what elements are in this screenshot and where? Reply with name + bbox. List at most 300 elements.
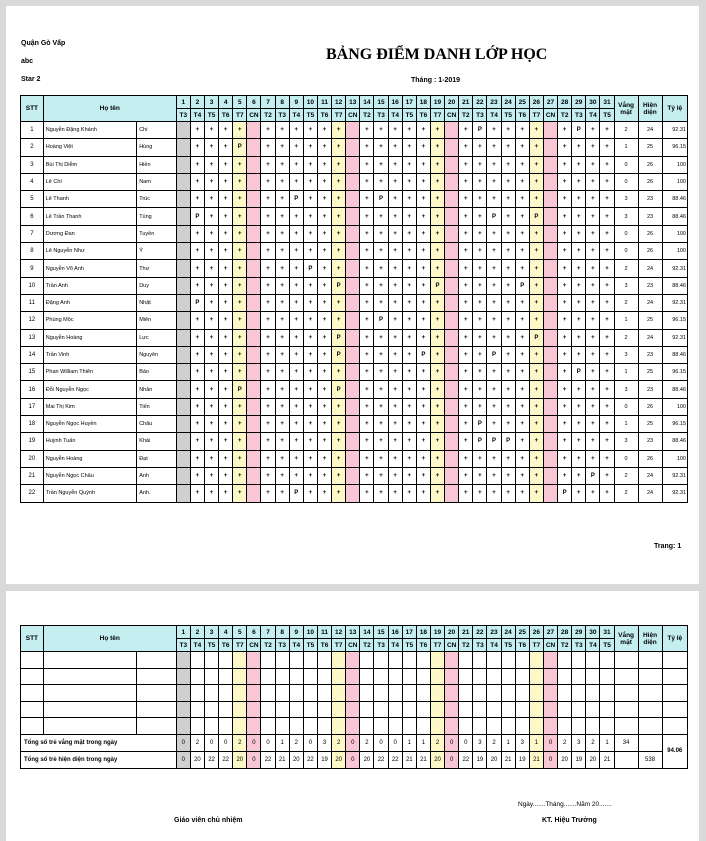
attendance-cell: +	[402, 173, 416, 190]
header-weekday: T4	[487, 109, 501, 122]
student-rate: 100	[662, 398, 687, 415]
attendance-cell: +	[233, 156, 247, 173]
header-day-number: 16	[388, 96, 402, 109]
attendance-cell: +	[317, 398, 331, 415]
class-label: Star 2	[21, 76, 41, 83]
attendance-cell	[303, 718, 317, 735]
attendance-cell: +	[360, 139, 374, 156]
attendance-cell	[219, 685, 233, 702]
attendance-cell: +	[388, 139, 402, 156]
attendance-cell: +	[572, 398, 586, 415]
attendance-cell: +	[374, 485, 388, 502]
attendance-cell: +	[572, 225, 586, 242]
attendance-cell	[204, 685, 218, 702]
daily-total-absent: 1	[529, 734, 543, 751]
attendance-cell: +	[558, 329, 572, 346]
attendance-cell	[388, 668, 402, 685]
attendance-cell: +	[416, 294, 430, 311]
empty-cell	[21, 685, 44, 702]
student-present-count: 24	[638, 485, 662, 502]
attendance-cell: +	[360, 467, 374, 484]
attendance-cell: +	[332, 312, 346, 329]
attendance-cell: +	[529, 433, 543, 450]
attendance-cell: +	[515, 398, 529, 415]
attendance-cell: +	[558, 191, 572, 208]
student-absent-count: 1	[614, 139, 638, 156]
attendance-cell: +	[317, 381, 331, 398]
attendance-cell: +	[600, 156, 614, 173]
header-weekday: T7	[529, 639, 543, 652]
student-name: Lê Chí	[43, 173, 136, 190]
attendance-cell: +	[501, 173, 515, 190]
student-name: Trần Vinh	[43, 346, 136, 363]
attendance-cell: +	[487, 260, 501, 277]
attendance-cell: +	[374, 225, 388, 242]
attendance-cell: +	[402, 243, 416, 260]
attendance-cell: +	[600, 416, 614, 433]
header-weekday: T5	[402, 639, 416, 652]
attendance-cell: +	[233, 191, 247, 208]
header-weekday: T5	[402, 109, 416, 122]
attendance-cell	[176, 364, 190, 381]
attendance-cell: +	[204, 156, 218, 173]
attendance-cell: +	[501, 312, 515, 329]
attendance-cell: +	[317, 191, 331, 208]
empty-cell	[662, 652, 687, 669]
student-name: Dương Đan	[43, 225, 136, 242]
attendance-cell	[487, 652, 501, 669]
empty-cell	[137, 701, 177, 718]
attendance-cell: +	[317, 139, 331, 156]
attendance-cell: +	[233, 277, 247, 294]
header-weekday: CN	[543, 639, 557, 652]
empty-cell	[137, 668, 177, 685]
daily-total-present: 21	[275, 751, 289, 768]
attendance-cell: +	[303, 381, 317, 398]
attendance-cell	[176, 139, 190, 156]
student-rate: 88.46	[662, 191, 687, 208]
attendance-cell: +	[317, 243, 331, 260]
student-present-count: 26	[638, 450, 662, 467]
student-absent-count: 1	[614, 364, 638, 381]
attendance-cell	[247, 122, 261, 139]
empty-row	[21, 685, 688, 702]
attendance-cell: +	[473, 450, 487, 467]
attendance-cell: +	[430, 191, 444, 208]
attendance-cell: +	[473, 467, 487, 484]
attendance-cell: +	[529, 139, 543, 156]
attendance-cell: +	[558, 156, 572, 173]
header-weekday: T7	[233, 109, 247, 122]
attendance-cell: +	[430, 294, 444, 311]
student-row	[21, 294, 688, 311]
header-day-number: 6	[247, 96, 261, 109]
attendance-cell: +	[600, 433, 614, 450]
attendance-cell	[332, 652, 346, 669]
student-absent-count: 1	[614, 416, 638, 433]
attendance-cell	[190, 701, 204, 718]
attendance-cell	[176, 277, 190, 294]
daily-total-absent: 0	[459, 734, 473, 751]
attendance-cell: +	[261, 277, 275, 294]
attendance-cell	[543, 364, 557, 381]
attendance-cell: +	[303, 329, 317, 346]
header-weekday: T5	[204, 109, 218, 122]
attendance-cell	[360, 652, 374, 669]
attendance-cell: +	[600, 208, 614, 225]
header-weekday: T4	[190, 639, 204, 652]
empty-cell	[638, 734, 662, 751]
student-rate: 88.46	[662, 208, 687, 225]
attendance-cell	[529, 718, 543, 735]
student-row	[21, 173, 688, 190]
attendance-cell	[445, 485, 459, 502]
attendance-cell	[176, 208, 190, 225]
student-present-count: 25	[638, 312, 662, 329]
daily-total-present: 22	[388, 751, 402, 768]
attendance-cell	[445, 122, 459, 139]
student-stt: 11	[21, 294, 44, 311]
attendance-cell: +	[459, 139, 473, 156]
attendance-cell: +	[317, 294, 331, 311]
attendance-cell: +	[275, 485, 289, 502]
attendance-cell: +	[261, 312, 275, 329]
attendance-cell	[586, 701, 600, 718]
attendance-cell	[247, 718, 261, 735]
daily-total-present: 20	[487, 751, 501, 768]
student-given-name: Châu	[137, 416, 177, 433]
attendance-cell: +	[360, 208, 374, 225]
attendance-cell: +	[303, 208, 317, 225]
attendance-cell: +	[586, 294, 600, 311]
attendance-cell: +	[332, 398, 346, 415]
attendance-cell	[543, 718, 557, 735]
attendance-cell: +	[261, 416, 275, 433]
attendance-cell: +	[261, 243, 275, 260]
header-weekday: T5	[204, 639, 218, 652]
attendance-cell: +	[416, 122, 430, 139]
attendance-cell: +	[402, 364, 416, 381]
student-row	[21, 416, 688, 433]
attendance-cell: +	[204, 191, 218, 208]
student-present-count: 23	[638, 381, 662, 398]
header-day-number: 5	[233, 96, 247, 109]
empty-cell	[662, 701, 687, 718]
attendance-cell: +	[529, 173, 543, 190]
attendance-cell: +	[402, 346, 416, 363]
totals-absent-row	[21, 734, 688, 751]
attendance-cell: +	[275, 191, 289, 208]
attendance-cell: +	[600, 191, 614, 208]
header-day-number: 14	[360, 96, 374, 109]
attendance-cell	[445, 416, 459, 433]
attendance-cell: +	[473, 208, 487, 225]
attendance-cell: +	[402, 191, 416, 208]
student-stt: 6	[21, 208, 44, 225]
attendance-cell	[317, 668, 331, 685]
student-absent-count: 2	[614, 485, 638, 502]
attendance-cell: +	[233, 225, 247, 242]
attendance-cell	[247, 668, 261, 685]
attendance-cell	[247, 139, 261, 156]
student-present-count: 24	[638, 329, 662, 346]
header-day-number: 27	[543, 96, 557, 109]
attendance-cell: +	[572, 467, 586, 484]
attendance-cell: +	[204, 450, 218, 467]
empty-cell	[614, 668, 638, 685]
attendance-cell	[529, 652, 543, 669]
attendance-cell: +	[600, 277, 614, 294]
attendance-cell: +	[360, 294, 374, 311]
header-day-number: 17	[402, 626, 416, 639]
header-name: Họ tên	[43, 96, 176, 122]
attendance-cell: +	[586, 433, 600, 450]
attendance-cell	[572, 685, 586, 702]
attendance-cell	[346, 398, 360, 415]
attendance-cell: +	[430, 225, 444, 242]
attendance-cell: +	[572, 416, 586, 433]
attendance-cell	[176, 191, 190, 208]
student-given-name: Đạt	[137, 450, 177, 467]
daily-total-absent: 2	[289, 734, 303, 751]
attendance-cell: +	[360, 225, 374, 242]
attendance-cell: +	[303, 277, 317, 294]
attendance-cell: +	[572, 208, 586, 225]
attendance-cell	[219, 652, 233, 669]
header-rate: Tỷ lệ	[662, 96, 687, 122]
attendance-cell	[176, 668, 190, 685]
header-day-number: 18	[416, 626, 430, 639]
attendance-cell: +	[586, 346, 600, 363]
attendance-cell: +	[360, 173, 374, 190]
student-stt: 22	[21, 485, 44, 502]
attendance-cell: +	[558, 208, 572, 225]
daily-total-present: 21	[402, 751, 416, 768]
attendance-cell: P	[501, 433, 515, 450]
header-weekday: T4	[388, 109, 402, 122]
student-name: Huỳnh Tuấn	[43, 433, 136, 450]
attendance-cell: +	[374, 156, 388, 173]
attendance-cell	[600, 652, 614, 669]
header-day-number: 31	[600, 96, 614, 109]
student-rate: 88.46	[662, 277, 687, 294]
attendance-cell: +	[190, 364, 204, 381]
daily-total-absent: 3	[317, 734, 331, 751]
attendance-cell: +	[190, 277, 204, 294]
attendance-cell: +	[261, 433, 275, 450]
attendance-cell: +	[275, 433, 289, 450]
attendance-cell: +	[289, 208, 303, 225]
header-weekday: T4	[190, 109, 204, 122]
daily-total-present: 20	[289, 751, 303, 768]
attendance-cell: +	[459, 467, 473, 484]
attendance-cell: +	[416, 260, 430, 277]
attendance-cell: +	[233, 364, 247, 381]
attendance-cell	[445, 685, 459, 702]
student-rate: 100	[662, 173, 687, 190]
attendance-cell	[543, 485, 557, 502]
header-day-number: 26	[529, 626, 543, 639]
student-name: Mai Thị Kim	[43, 398, 136, 415]
attendance-cell: +	[303, 191, 317, 208]
attendance-cell: +	[515, 208, 529, 225]
attendance-cell: +	[374, 433, 388, 450]
student-stt: 5	[21, 191, 44, 208]
attendance-cell	[473, 668, 487, 685]
attendance-cell: +	[430, 173, 444, 190]
attendance-cell: +	[388, 294, 402, 311]
student-stt: 4	[21, 173, 44, 190]
student-absent-count: 2	[614, 122, 638, 139]
attendance-cell: +	[388, 485, 402, 502]
header-weekday: CN	[543, 109, 557, 122]
attendance-cell	[346, 329, 360, 346]
attendance-cell: P	[529, 329, 543, 346]
student-given-name: Anh	[137, 467, 177, 484]
attendance-cell: +	[487, 243, 501, 260]
header-day-number: 18	[416, 96, 430, 109]
attendance-cell: +	[501, 208, 515, 225]
attendance-cell: +	[586, 139, 600, 156]
student-present-count: 24	[638, 294, 662, 311]
attendance-cell	[459, 668, 473, 685]
attendance-cell: +	[317, 156, 331, 173]
empty-cell	[137, 685, 177, 702]
student-given-name: Nguyên	[137, 346, 177, 363]
attendance-cell: +	[501, 416, 515, 433]
attendance-cell: +	[600, 346, 614, 363]
attendance-cell: +	[586, 450, 600, 467]
attendance-cell	[247, 398, 261, 415]
daily-total-present: 21	[501, 751, 515, 768]
header-weekday: T6	[515, 639, 529, 652]
attendance-cell	[176, 416, 190, 433]
attendance-cell: +	[219, 243, 233, 260]
attendance-cell: +	[487, 139, 501, 156]
attendance-cell: +	[600, 485, 614, 502]
attendance-cell: +	[600, 398, 614, 415]
student-present-count: 23	[638, 433, 662, 450]
daily-total-present: 22	[459, 751, 473, 768]
empty-cell	[43, 685, 136, 702]
attendance-cell: +	[402, 294, 416, 311]
attendance-cell: +	[190, 156, 204, 173]
attendance-cell: +	[332, 139, 346, 156]
header-day-number: 7	[261, 96, 275, 109]
daily-total-absent: 2	[190, 734, 204, 751]
attendance-cell	[275, 668, 289, 685]
empty-cell	[21, 668, 44, 685]
attendance-cell	[515, 652, 529, 669]
header-day-number: 30	[586, 96, 600, 109]
attendance-cell: +	[600, 364, 614, 381]
daily-total-absent: 0	[204, 734, 218, 751]
header-day-number: 2	[190, 96, 204, 109]
header-weekday: T2	[261, 639, 275, 652]
month-label: Tháng : 1-2019	[411, 77, 461, 84]
daily-total-present: 22	[374, 751, 388, 768]
header-day-number: 19	[430, 626, 444, 639]
header-weekday: T4	[586, 639, 600, 652]
attendance-cell: +	[219, 260, 233, 277]
header-day-number: 22	[473, 626, 487, 639]
attendance-cell: +	[430, 433, 444, 450]
attendance-cell	[346, 312, 360, 329]
empty-cell	[614, 751, 638, 768]
student-absent-count: 3	[614, 346, 638, 363]
student-stt: 17	[21, 398, 44, 415]
attendance-cell: +	[261, 485, 275, 502]
header-day-number: 10	[303, 96, 317, 109]
daily-total-absent: 2	[360, 734, 374, 751]
attendance-cell	[275, 685, 289, 702]
attendance-cell: +	[219, 467, 233, 484]
attendance-cell	[416, 668, 430, 685]
daily-total-present: 19	[317, 751, 331, 768]
header-weekday: T3	[374, 639, 388, 652]
attendance-cell: +	[572, 260, 586, 277]
daily-total-absent: 0	[346, 734, 360, 751]
attendance-cell: +	[487, 312, 501, 329]
daily-total-present: 20	[558, 751, 572, 768]
header-weekday: T2	[360, 109, 374, 122]
attendance-cell: +	[529, 346, 543, 363]
attendance-cell: +	[487, 364, 501, 381]
attendance-cell	[416, 718, 430, 735]
attendance-cell: +	[275, 381, 289, 398]
attendance-cell: +	[388, 260, 402, 277]
daily-total-present: 19	[572, 751, 586, 768]
signature-date: Ngày.......Tháng.......Năm 20.......	[518, 801, 612, 808]
attendance-cell: +	[275, 173, 289, 190]
attendance-cell: +	[515, 364, 529, 381]
attendance-cell	[176, 156, 190, 173]
empty-cell	[638, 701, 662, 718]
attendance-cell: P	[430, 277, 444, 294]
attendance-cell: +	[360, 260, 374, 277]
attendance-cell: +	[190, 381, 204, 398]
daily-total-absent: 2	[332, 734, 346, 751]
daily-total-absent: 0	[261, 734, 275, 751]
attendance-cell: +	[473, 260, 487, 277]
attendance-cell: +	[430, 467, 444, 484]
attendance-cell	[219, 668, 233, 685]
header-weekday: T7	[332, 109, 346, 122]
attendance-cell: +	[204, 122, 218, 139]
header-absent: Vắng mặt	[614, 626, 638, 652]
attendance-cell: P	[529, 208, 543, 225]
header-stt: STT	[21, 96, 44, 122]
attendance-cell: +	[275, 243, 289, 260]
attendance-cell	[233, 701, 247, 718]
attendance-cell: +	[275, 346, 289, 363]
attendance-cell	[332, 668, 346, 685]
attendance-cell	[346, 652, 360, 669]
student-row	[21, 450, 688, 467]
student-name: Nguyễn Ngọc Huyền	[43, 416, 136, 433]
attendance-cell: +	[529, 277, 543, 294]
empty-cell	[614, 685, 638, 702]
student-present-count: 26	[638, 156, 662, 173]
attendance-cell: +	[572, 312, 586, 329]
attendance-cell	[402, 685, 416, 702]
student-absent-count: 3	[614, 191, 638, 208]
attendance-cell: +	[529, 381, 543, 398]
attendance-cell: +	[416, 329, 430, 346]
attendance-cell	[445, 364, 459, 381]
attendance-cell: +	[360, 191, 374, 208]
student-given-name: Nam	[137, 173, 177, 190]
